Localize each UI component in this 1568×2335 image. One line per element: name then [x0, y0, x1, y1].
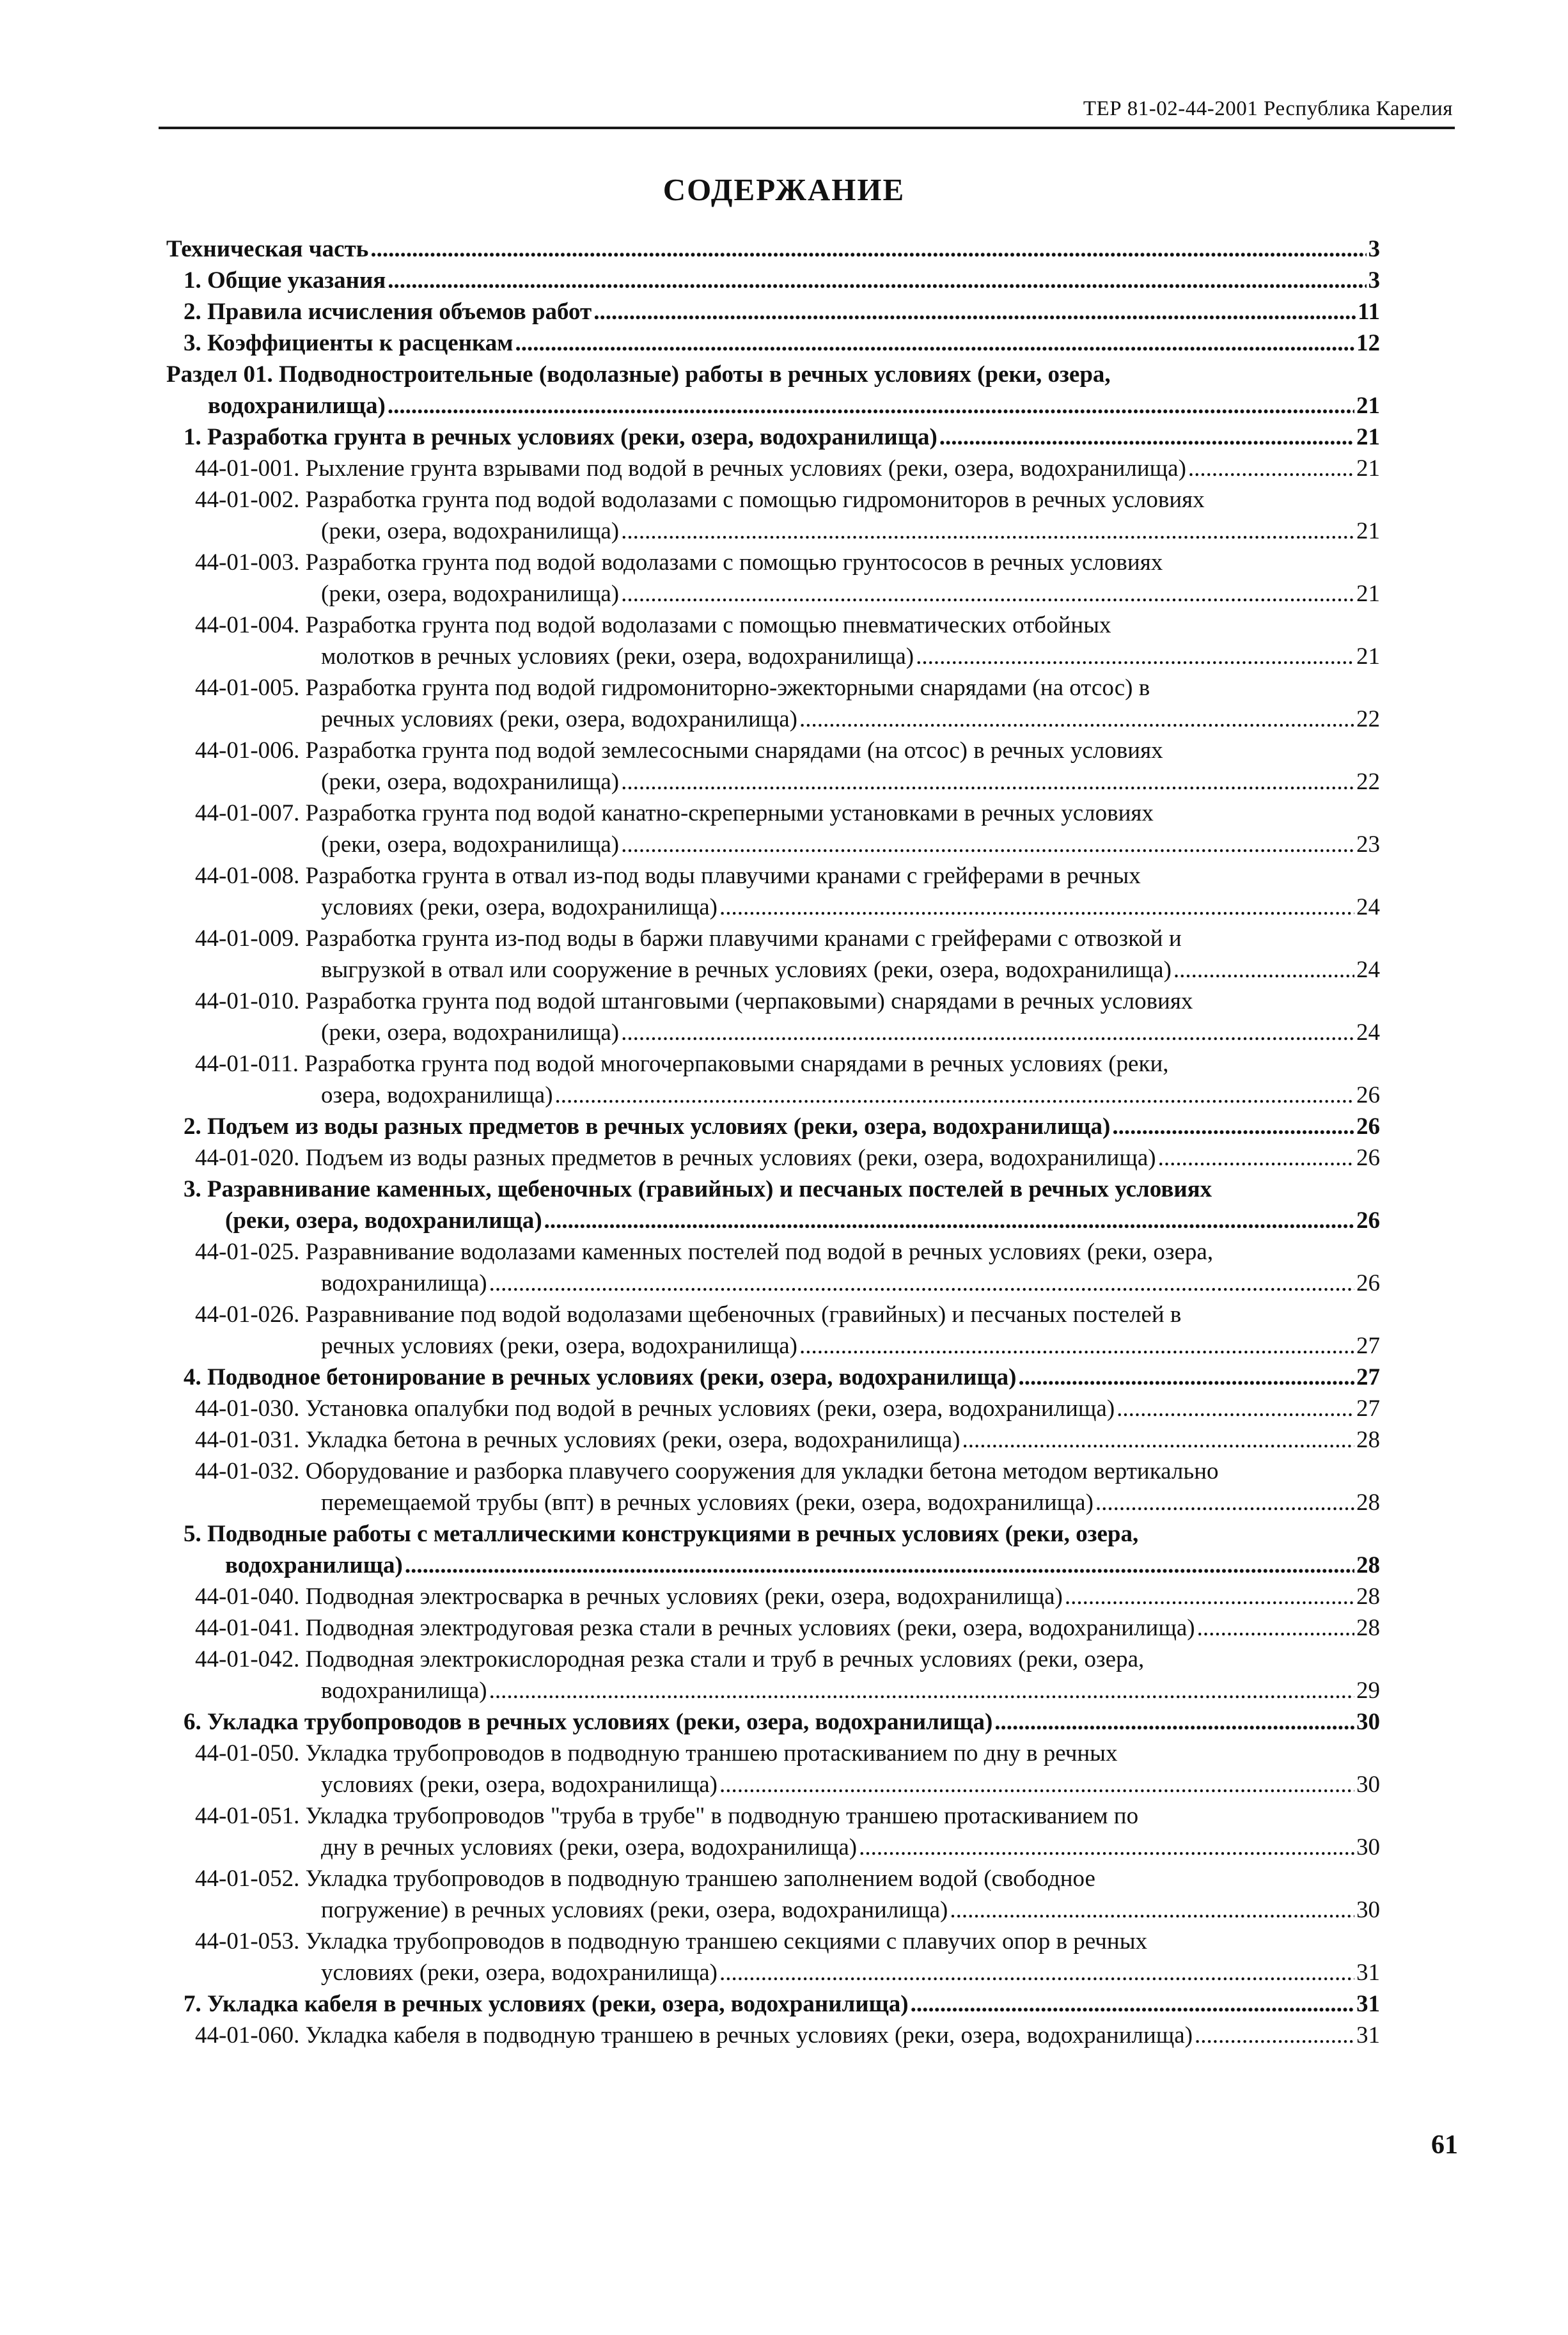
- toc-page-number: 27: [1356, 1395, 1380, 1422]
- toc-entry-row: [184, 1988, 1380, 2020]
- dot-leader: [859, 1832, 1354, 1863]
- toc-entry-line: речных условиях (реки, озера, водохранилища): [321, 706, 798, 732]
- dot-leader: [621, 766, 1354, 798]
- toc-page-number: 22: [1356, 769, 1380, 795]
- toc-entry-row: [195, 1487, 1380, 1518]
- toc-entry-line: 44-01-026. Разравнивание под водой водолазами щебеночных (гравийных) и песчаных постелей в: [195, 1301, 1182, 1328]
- dot-leader: [1112, 1111, 1354, 1142]
- toc-item[interactable]: [166, 547, 1380, 609]
- toc-item[interactable]: [166, 923, 1380, 986]
- toc-item[interactable]: [166, 1393, 1380, 1424]
- dot-leader: [1095, 1487, 1354, 1518]
- toc-entry-row: [195, 578, 1380, 609]
- toc-entry-line: 1. Общие указания: [184, 267, 386, 294]
- toc-page-number: 11: [1358, 299, 1380, 325]
- toc-section[interactable]: [166, 421, 1380, 453]
- toc-item[interactable]: [166, 453, 1380, 484]
- toc-section[interactable]: [166, 296, 1380, 327]
- toc-item[interactable]: [166, 735, 1380, 798]
- toc-item[interactable]: [166, 1926, 1380, 1988]
- toc-page-number: 26: [1356, 1207, 1380, 1234]
- toc-entry-line: 44-01-050. Укладка трубопроводов в подводную траншею протаскиванием по дну в речных: [195, 1740, 1118, 1766]
- dot-leader: [719, 892, 1354, 923]
- toc-entry-row: [195, 766, 1380, 798]
- toc-page-number: 27: [1356, 1364, 1380, 1390]
- toc-page-number: 23: [1356, 831, 1380, 858]
- toc-entry-row: [195, 1832, 1380, 1863]
- toc-page-number: 28: [1356, 1490, 1380, 1516]
- toc-entry-line: 2. Правила исчисления объемов работ: [184, 299, 592, 325]
- toc-entry-line: Техническая часть: [166, 236, 369, 262]
- toc-page-number: 28: [1356, 1615, 1380, 1641]
- toc-entry-line: условиях (реки, озера, водохранилища): [321, 1772, 717, 1798]
- toc-item[interactable]: [166, 1456, 1380, 1518]
- toc-entry-row: [184, 1205, 1380, 1236]
- dot-leader: [388, 265, 1366, 296]
- dot-leader: [799, 704, 1354, 735]
- toc-item[interactable]: [166, 1738, 1380, 1800]
- header-rule: [159, 127, 1455, 129]
- toc-page-number: 3: [1368, 236, 1380, 262]
- toc-entry-row: [195, 1675, 1380, 1706]
- toc-entry-row: [195, 1612, 1380, 1644]
- toc-section[interactable]: [166, 233, 1380, 265]
- toc-page-number: 28: [1356, 1552, 1380, 1578]
- dot-leader: [719, 1769, 1354, 1800]
- dot-leader: [1197, 1612, 1354, 1644]
- toc-page-number: 24: [1356, 894, 1380, 920]
- toc-entry-line: 3. Коэффициенты к расценкам: [184, 330, 514, 356]
- dot-leader: [1195, 2020, 1354, 2051]
- toc-entry-line: молотков в речных условиях (реки, озера, водохранилища): [321, 643, 914, 670]
- toc-page-number: 30: [1356, 1709, 1380, 1735]
- dot-leader: [489, 1675, 1354, 1706]
- toc-entry-row: [195, 1393, 1380, 1424]
- toc-item[interactable]: [166, 1299, 1380, 1362]
- toc-section[interactable]: [166, 359, 1380, 421]
- dot-leader: [719, 1957, 1354, 1988]
- dot-leader: [950, 1894, 1354, 1926]
- toc-entry-line: 44-01-003. Разработка грунта под водой водолазами с помощью грунтососов в речных условиях: [195, 549, 1163, 576]
- toc-item[interactable]: [166, 1800, 1380, 1863]
- toc-item[interactable]: [166, 1236, 1380, 1299]
- toc-section[interactable]: [166, 1706, 1380, 1738]
- toc-item[interactable]: [166, 860, 1380, 923]
- toc-section[interactable]: [166, 1988, 1380, 2020]
- dot-leader: [621, 578, 1354, 609]
- toc-item[interactable]: [166, 986, 1380, 1048]
- toc-entry-row: [184, 1362, 1380, 1393]
- toc-item[interactable]: [166, 1424, 1380, 1456]
- toc-entry-line: 44-01-032. Оборудование и разборка плавучего сооружения для укладки бетона методом вертикально: [195, 1458, 1219, 1484]
- toc-item[interactable]: [166, 484, 1380, 547]
- toc-entry-line: (реки, озера, водохранилища): [225, 1207, 542, 1234]
- toc-entry-line: 44-01-053. Укладка трубопроводов в подводную траншею секциями с плавучих опор в речных: [195, 1928, 1148, 1954]
- dot-leader: [621, 829, 1354, 860]
- toc-entry-line: 44-01-052. Укладка трубопроводов в подводную траншею заполнением водой (свободное: [195, 1866, 1095, 1892]
- toc-entry-line: 44-01-051. Укладка трубопроводов "труба в трубе" в подводную траншею протаскиванием по: [195, 1803, 1139, 1829]
- toc-entry-line: 44-01-060. Укладка кабеля в подводную траншею в речных условиях (реки, озера, водохранилища): [195, 2022, 1193, 2048]
- dot-leader: [544, 1205, 1354, 1236]
- dot-leader: [799, 1330, 1354, 1362]
- toc-page-number: 24: [1356, 1019, 1380, 1046]
- toc-entry-row: [184, 327, 1380, 359]
- toc-entry-row: [184, 1111, 1380, 1142]
- toc-item[interactable]: [166, 1142, 1380, 1174]
- toc-entry-row: [184, 1706, 1380, 1738]
- toc-entry-line: 44-01-030. Установка опалубки под водой в речных условиях (реки, озера, водохранилища): [195, 1395, 1115, 1422]
- toc-page-number: 12: [1356, 330, 1380, 356]
- toc-page-number: 28: [1356, 1584, 1380, 1610]
- toc-entry-row: [195, 1142, 1380, 1174]
- dot-leader: [911, 1988, 1354, 2020]
- toc-entry-line: 4. Подводное бетонирование в речных условиях (реки, озера, водохранилища): [184, 1364, 1017, 1390]
- toc-entry-row: [166, 390, 1380, 421]
- toc-item[interactable]: [166, 1581, 1380, 1612]
- toc-entry-line: 44-01-008. Разработка грунта в отвал из-под воды плавучими кранами с грейферами в речных: [195, 863, 1141, 889]
- toc-entry-line: водохранилища): [321, 1678, 487, 1704]
- dot-leader: [621, 515, 1354, 547]
- toc-page-number: 21: [1356, 518, 1380, 544]
- dot-leader: [555, 1080, 1354, 1111]
- toc-entry-row: [195, 1080, 1380, 1111]
- dot-leader: [1117, 1393, 1354, 1424]
- toc-page-number: 31: [1356, 1960, 1380, 1986]
- toc-section[interactable]: [166, 1518, 1380, 1581]
- toc-entry-row: [195, 641, 1380, 672]
- dot-leader: [593, 296, 1356, 327]
- toc-section[interactable]: [166, 1174, 1380, 1236]
- toc-entry-row: [184, 421, 1380, 453]
- running-header: ТЕР 81-02-44-2001 Республика Карелия: [1083, 97, 1453, 120]
- dot-leader: [489, 1268, 1354, 1299]
- toc-entry-line: 1. Разработка грунта в речных условиях (реки, озера, водохранилища): [184, 424, 937, 450]
- toc-entry-line: (реки, озера, водохранилища): [321, 581, 620, 607]
- dot-leader: [388, 390, 1354, 421]
- toc-entry-row: [195, 892, 1380, 923]
- toc-entry-row: [195, 1894, 1380, 1926]
- toc-item[interactable]: [166, 609, 1380, 672]
- toc-page-number: 21: [1356, 455, 1380, 482]
- toc-page-number: 29: [1356, 1678, 1380, 1704]
- toc-entry-line: 44-01-025. Разравнивание водолазами каменных постелей под водой в речных условиях (реки, озера,: [195, 1239, 1214, 1265]
- toc-entry-row: [195, 1769, 1380, 1800]
- toc-entry-row: [195, 515, 1380, 547]
- toc-page-number: 26: [1356, 1082, 1380, 1108]
- toc-entry-line: 7. Укладка кабеля в речных условиях (реки, озера, водохранилища): [184, 1991, 909, 2017]
- toc-item[interactable]: [166, 1863, 1380, 1926]
- toc-entry-line: речных условиях (реки, озера, водохранилища): [321, 1333, 798, 1359]
- toc-entry-row: [195, 1017, 1380, 1048]
- toc-entry-line: 6. Укладка трубопроводов в речных условиях (реки, озера, водохранилища): [184, 1709, 993, 1735]
- toc-entry-line: 44-01-004. Разработка грунта под водой водолазами с помощью пневматических отбойных: [195, 612, 1111, 638]
- dot-leader: [1018, 1362, 1354, 1393]
- toc-entry-line: 44-01-001. Рыхление грунта взрывами под водой в речных условиях (реки, озера, водохранилища): [195, 455, 1186, 482]
- toc-page-number: 22: [1356, 706, 1380, 732]
- dot-leader: [939, 421, 1354, 453]
- toc-page-number: 27: [1356, 1333, 1380, 1359]
- toc-entry-row: [195, 829, 1380, 860]
- dot-leader: [405, 1550, 1354, 1581]
- toc-page-number: 21: [1356, 424, 1380, 450]
- toc-entry-line: 44-01-040. Подводная электросварка в речных условиях (реки, озера, водохранилища): [195, 1584, 1063, 1610]
- page-title: СОДЕРЖАНИЕ: [662, 172, 906, 207]
- toc-entry-line: перемещаемой трубы (впт) в речных условиях (реки, озера, водохранилища): [321, 1490, 1094, 1516]
- toc-item[interactable]: [166, 798, 1380, 860]
- toc-entry-line: 44-01-009. Разработка грунта из-под воды в баржи плавучими кранами с грейферами с отвозкой и: [195, 925, 1182, 952]
- dot-leader: [1158, 1142, 1354, 1174]
- toc-entry-line: дну в речных условиях (реки, озера, водохранилища): [321, 1834, 858, 1860]
- toc-entry-line: водохранилища): [225, 1552, 403, 1578]
- toc-entry-line: 2. Подъем из воды разных предметов в речных условиях (реки, озера, водохранилища): [184, 1113, 1111, 1140]
- toc-entry-line: 44-01-007. Разработка грунта под водой канатно-скреперными установками в речных условиях: [195, 800, 1154, 826]
- dot-leader: [916, 641, 1354, 672]
- toc-page-number: 30: [1356, 1772, 1380, 1798]
- toc-entry-line: 5. Подводные работы с металлическими конструкциями в речных условиях (реки, озера,: [184, 1521, 1139, 1547]
- toc-item[interactable]: [166, 2020, 1380, 2051]
- toc-entry-row: [184, 265, 1380, 296]
- toc-entry-row: [195, 1424, 1380, 1456]
- toc-entry-line: водохранилища): [208, 393, 386, 419]
- toc-entry-row: [195, 1268, 1380, 1299]
- toc-page-number: 26: [1356, 1113, 1380, 1140]
- dot-leader: [962, 1424, 1354, 1456]
- toc-page-number: 26: [1356, 1270, 1380, 1296]
- toc-entry-line: 44-01-006. Разработка грунта под водой землесосными снарядами (на отсос) в речных условиях: [195, 737, 1163, 764]
- dot-leader: [621, 1017, 1354, 1048]
- toc-page-number: 28: [1356, 1427, 1380, 1453]
- toc-page-number: 30: [1356, 1834, 1380, 1860]
- toc-entry-line: погружение) в речных условиях (реки, озера, водохранилища): [321, 1897, 948, 1923]
- toc-entry-line: 44-01-011. Разработка грунта под водой многочерпаковыми снарядами в речных условиях (реки,: [195, 1051, 1169, 1077]
- toc-entry-line: 44-01-020. Подъем из воды разных предметов в речных условиях (реки, озера, водохранилища): [195, 1145, 1156, 1171]
- toc-entry-line: озера, водохранилища): [321, 1082, 553, 1108]
- toc-page-number: 31: [1356, 2022, 1380, 2048]
- toc-entry-row: [184, 296, 1380, 327]
- toc-entry-row: [195, 1957, 1380, 1988]
- dot-leader: [370, 233, 1366, 265]
- toc-item[interactable]: [166, 1612, 1380, 1644]
- table-of-contents: [166, 233, 1380, 2051]
- toc-item[interactable]: [166, 1644, 1380, 1706]
- toc-entry-row: [166, 233, 1380, 265]
- toc-page-number: 21: [1356, 393, 1380, 419]
- toc-entry-line: 44-01-031. Укладка бетона в речных условиях (реки, озера, водохранилища): [195, 1427, 960, 1453]
- toc-entry-line: (реки, озера, водохранилища): [321, 518, 620, 544]
- toc-entry-row: [195, 954, 1380, 986]
- toc-page-number: 30: [1356, 1897, 1380, 1923]
- toc-entry-row: [195, 1330, 1380, 1362]
- toc-entry-row: [184, 1550, 1380, 1581]
- toc-item[interactable]: [166, 672, 1380, 735]
- toc-entry-line: водохранилища): [321, 1270, 487, 1296]
- toc-page-number: 31: [1356, 1991, 1380, 2017]
- toc-page-number: 21: [1356, 643, 1380, 670]
- toc-entry-line: выгрузкой в отвал или сооружение в речных условиях (реки, озера, водохранилища): [321, 957, 1172, 983]
- toc-section[interactable]: [166, 1111, 1380, 1142]
- toc-entry-line: Раздел 01. Подводностроительные (водолазные) работы в речных условиях (реки, озера,: [166, 361, 1111, 388]
- toc-entry-line: 44-01-042. Подводная электрокислородная резка стали и труб в речных условиях (реки, озера,: [195, 1646, 1145, 1672]
- toc-page-number: 21: [1356, 581, 1380, 607]
- page-number: 61: [1431, 2130, 1458, 2160]
- toc-page-number: 24: [1356, 957, 1380, 983]
- toc-section[interactable]: [166, 327, 1380, 359]
- toc-entry-line: 44-01-005. Разработка грунта под водой гидромониторно-эжекторными снарядами (на отсос) в: [195, 675, 1150, 701]
- toc-entry-line: (реки, озера, водохранилища): [321, 1019, 620, 1046]
- toc-entry-line: условиях (реки, озера, водохранилища): [321, 1960, 717, 1986]
- toc-item[interactable]: [166, 1048, 1380, 1111]
- toc-entry-line: 44-01-002. Разработка грунта под водой водолазами с помощью гидромониторов в речных условиях: [195, 487, 1205, 513]
- dot-leader: [1173, 954, 1354, 986]
- toc-entry-line: 3. Разравнивание каменных, щебеночных (гравийных) и песчаных постелей в речных условиях: [184, 1176, 1212, 1202]
- toc-entry-line: 44-01-010. Разработка грунта под водой штанговыми (черпаковыми) снарядами в речных условиях: [195, 988, 1193, 1014]
- toc-entry-row: [195, 1581, 1380, 1612]
- toc-entry-line: (реки, озера, водохранилища): [321, 831, 620, 858]
- toc-entry-row: [195, 2020, 1380, 2051]
- dot-leader: [994, 1706, 1354, 1738]
- dot-leader: [1188, 453, 1354, 484]
- dot-leader: [515, 327, 1354, 359]
- toc-entry-line: условиях (реки, озера, водохранилища): [321, 894, 717, 920]
- toc-entry-line: 44-01-041. Подводная электродуговая резка стали в речных условиях (реки, озера, водохранилища): [195, 1615, 1195, 1641]
- toc-section[interactable]: [166, 265, 1380, 296]
- toc-entry-line: (реки, озера, водохранилища): [321, 769, 620, 795]
- toc-page-number: 26: [1356, 1145, 1380, 1171]
- toc-entry-row: [195, 704, 1380, 735]
- toc-section[interactable]: [166, 1362, 1380, 1393]
- dot-leader: [1065, 1581, 1354, 1612]
- toc-page-number: 3: [1368, 267, 1380, 294]
- toc-entry-row: [195, 453, 1380, 484]
